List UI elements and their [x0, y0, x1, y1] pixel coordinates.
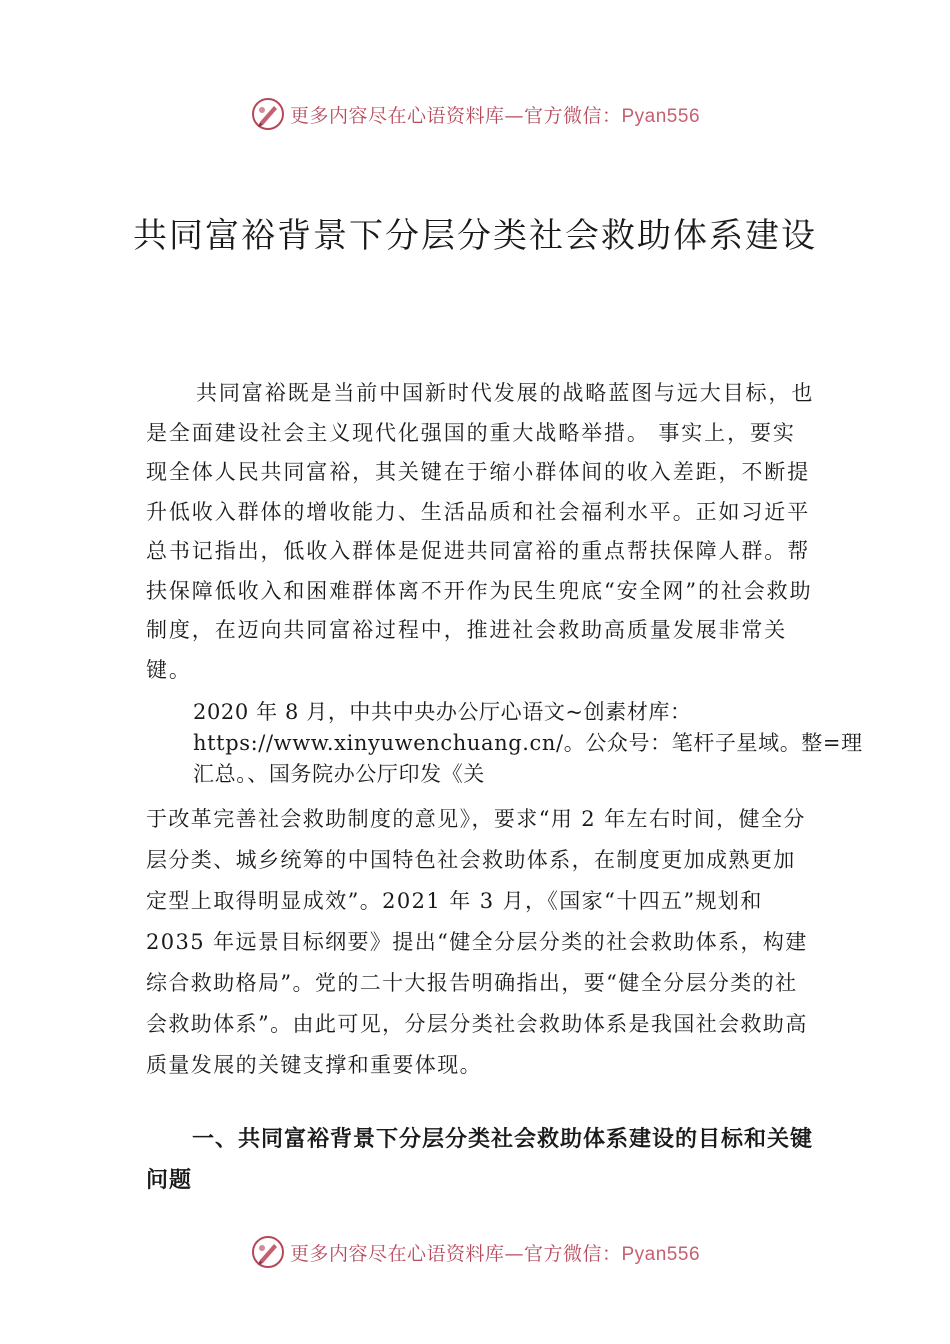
paragraph-intro: 共同富裕既是当前中国新时代发展的战略蓝图与远大目标，也是全面建设社会主义现代化强国的重大战略举措。 事实上，要实现全体人民共同富裕，其关键在于缩小群体间的收入差距，不断提升低收入群体的增收能力、生活品质和社会福利水平。正如习近平总书记指出，低收入群体是促进共同富裕的重点帮扶保障人群。帮扶保障低收入和困难群体离不开作为民生兜底“安全网”的社会救助制度，在迈向共同富裕过程中，推进社会救助高质量发展非常关键。 [146, 381, 815, 682]
header-banner [0, 92, 950, 136]
pen-seal-logo-icon [250, 1234, 286, 1270]
paragraph-inserted-note: 2020 年 8 月，中共中央办公厅心语文~创素材库：https://www.xinyuwenchuang.cn/。公众号：笔杆子星域。整=理汇总。、国务院办公厅印发《关 [193, 700, 863, 786]
footer-wechat-id: Pyan556 [621, 1243, 701, 1265]
pen-seal-logo-icon [250, 96, 286, 132]
header-banner-text [290, 101, 700, 128]
header-wechat-id: Pyan556 [621, 105, 701, 127]
footer-banner-label: 更多内容尽在心语资料库—官方微信： [289, 1242, 622, 1265]
footer-banner-text [290, 1239, 700, 1266]
header-banner-label: 更多内容尽在心语资料库—官方微信： [289, 104, 622, 127]
footer-banner [0, 1230, 950, 1274]
document-title: 共同富裕背景下分层分类社会救助体系建设 [133, 216, 817, 256]
paragraph-policy: 于改革完善社会救助制度的意见》，要求“用 2 年左右时间，健全分层分类、城乡统筹的中国特色社会救助体系，在制度更加成熟更加定型上取得明显成效”。2021 年 3 月，《国家“十四五”规划和 2035 年远景目标纲要》提出“健全分层分类的社会救助体系，构建综合救助格局”。党的二十大报告明确指出，要“健全分层分类的社会救助体系”。由此可见，分层分类社会救助体系是我国社会救助高质量发展的关键支撑和重要体现。 [146, 807, 808, 1077]
section-heading: 一、共同富裕背景下分层分类社会救助体系建设的目标和关键问题 [146, 1127, 814, 1193]
